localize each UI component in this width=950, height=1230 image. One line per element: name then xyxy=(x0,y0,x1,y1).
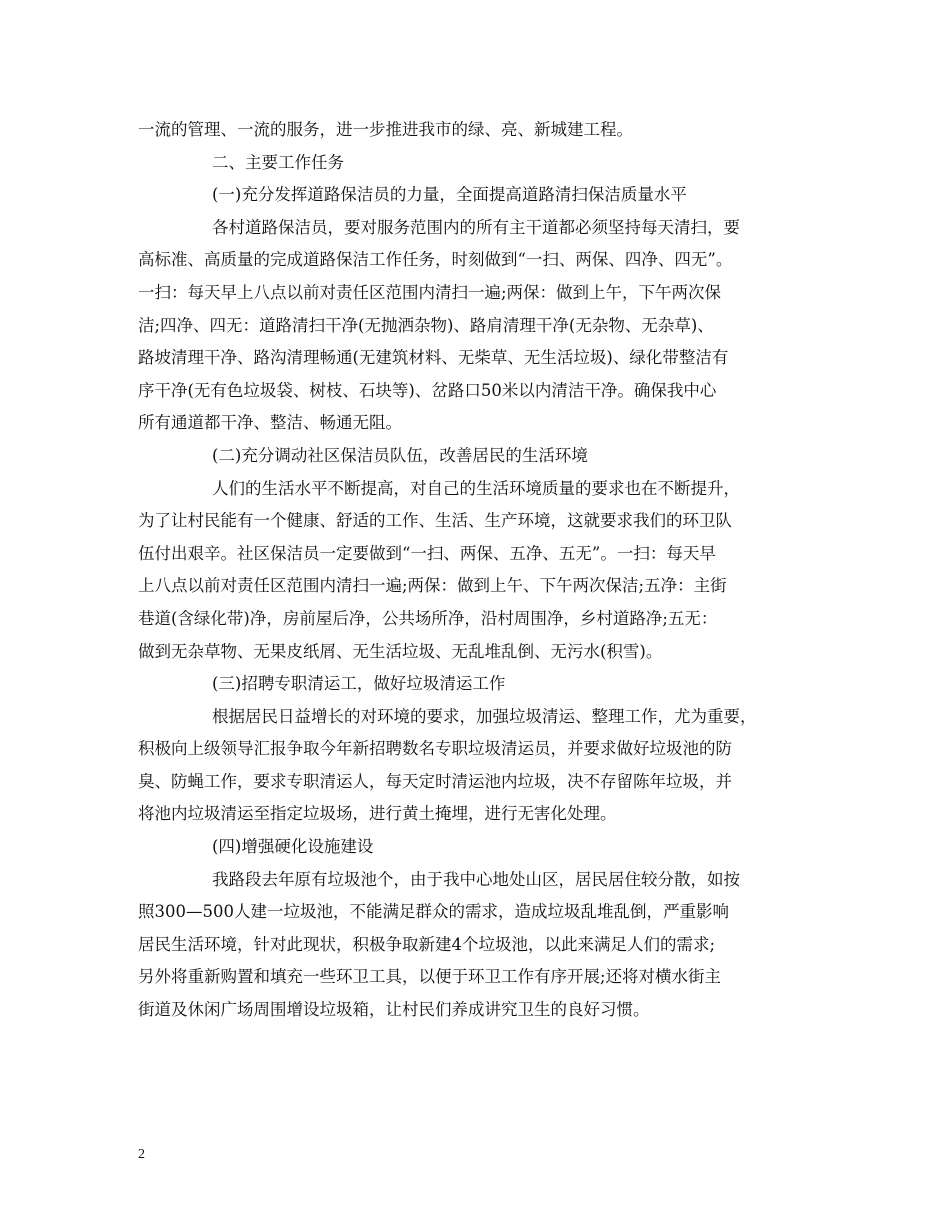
document-body xyxy=(138,114,818,1027)
text-line: 序干净(无有色垃圾袋、树枝、石块等)、岔路口50米以内清洁干净。确保我中心 xyxy=(138,380,717,400)
page-number: 2 xyxy=(138,1147,145,1162)
text-line: 一流的管理、一流的服务，进一步推进我市的绿、亮、新城建工程。 xyxy=(138,120,633,139)
text-line: (二)充分调动社区保洁员队伍，改善居民的生活环境 xyxy=(212,445,588,465)
text-line: (三)招聘专职清运工，做好垃圾清运工作 xyxy=(212,674,506,694)
text-line: 积极向上级领导汇报争取今年新招聘数名专职垃圾清运员，并要求做好垃圾池的防 xyxy=(138,739,732,759)
text-line: 各村道路保洁员，要对服务范围内的所有主干道都必须坚持每天清扫，要 xyxy=(212,217,740,237)
text-line: 二、主要工作任务 xyxy=(212,152,344,172)
text-line: 为了让村民能有一个健康、舒适的工作、生活、生产环境，这就要求我们的环卫队 xyxy=(138,511,732,531)
text-line: 所有通道都干净、整洁、畅通无阻。 xyxy=(138,413,402,433)
text-line: 居民生活环境，针对此现状，积极争取新建4个垃圾池，以此来满足人们的需求; xyxy=(138,934,716,954)
text-line: 上八点以前对责任区范围内清扫一遍;两保：做到上午、下午两次保洁;五净：主街 xyxy=(138,576,727,596)
text-line: 做到无杂草物、无果皮纸屑、无生活垃圾、无乱堆乱倒、无污水(积雪)。 xyxy=(138,641,663,661)
text-line: (一)充分发挥道路保洁员的力量，全面提高道路清扫保洁质量水平 xyxy=(212,185,687,205)
text-line: 根据居民日益增长的对环境的要求，加强垃圾清运、整理工作，尤为重要， xyxy=(212,706,757,726)
text-line: 路坡清理干净、路沟清理畅通(无建筑材料、无柴草、无生活垃圾)、绿化带整洁有 xyxy=(138,348,729,368)
text-line: (四)增强硬化设施建设 xyxy=(212,837,374,857)
text-line: 臭、防蝇工作，要求专职清运人，每天定时清运池内垃圾，决不存留陈年垃圾，并 xyxy=(138,771,732,791)
text-line: 另外将重新购置和填充一些环卫工具，以便于环卫工作有序开展;还将对横水街主 xyxy=(138,967,722,987)
text-line: 人们的生活水平不断提高，对自己的生活环境质量的要求也在不断提升， xyxy=(212,478,740,498)
text-line: 照300—500人建一垃圾池，不能满足群众的需求，造成垃圾乱堆乱倒，严重影响 xyxy=(138,902,729,922)
text-line: 伍付出艰辛。社区保洁员一定要做到“一扫、两保、五净、五无”。一扫：每天早 xyxy=(138,543,716,563)
text-line: 街道及休闲广场周围增设垃圾箱，让村民们养成讲究卫生的良好习惯。 xyxy=(138,1000,650,1020)
text-line: 巷道(含绿化带)净，房前屋后净，公共场所净，沿村周围净，乡村道路净;五无： xyxy=(138,608,718,628)
text-line: 高标准、高质量的完成道路保洁工作任务，时刻做到“一扫、两保、四净、四无”。 xyxy=(138,250,733,270)
text-line: 洁;四净、四无：道路清扫干净(无抛洒杂物)、路肩清理干净(无杂物、无杂草)、 xyxy=(138,315,714,335)
text-line: 我路段去年原有垃圾池个，由于我中心地处山区，居民居住较分散，如按 xyxy=(212,869,740,889)
text-line: 一扫：每天早上八点以前对责任区范围内清扫一遍;两保：做到上午，下午两次保 xyxy=(138,282,722,302)
text-line: 将池内垃圾清运至指定垃圾场，进行黄土掩埋，进行无害化处理。 xyxy=(138,804,617,824)
